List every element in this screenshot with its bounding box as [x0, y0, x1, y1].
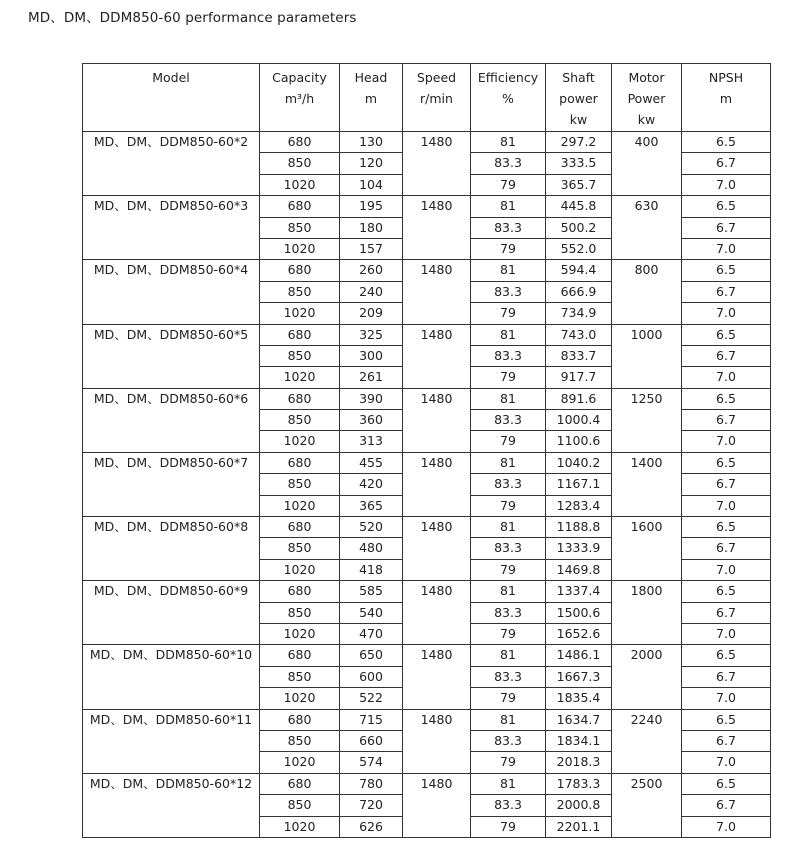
shaft-power-cell: 594.4 [546, 260, 612, 281]
speed-cell: 1480 [403, 709, 471, 773]
npsh-cell: 6.7 [682, 217, 771, 238]
head-cell: 715 [340, 709, 403, 730]
model-cell: MD、DM、DDM850-60*5 [83, 324, 260, 388]
shaft-power-cell: 734.9 [546, 303, 612, 324]
shaft-power-cell: 1337.4 [546, 581, 612, 602]
shaft-power-cell: 1634.7 [546, 709, 612, 730]
efficiency-cell: 81 [471, 388, 546, 409]
header-head: Head m [340, 64, 403, 132]
capacity-cell: 680 [260, 517, 340, 538]
speed-cell: 1480 [403, 517, 471, 581]
efficiency-cell: 79 [471, 431, 546, 452]
motor-power-cell: 1600 [612, 517, 682, 581]
efficiency-cell: 81 [471, 260, 546, 281]
npsh-cell: 6.7 [682, 602, 771, 623]
npsh-cell: 7.0 [682, 752, 771, 773]
header-motor-power: Motor Power kw [612, 64, 682, 132]
shaft-power-cell: 1486.1 [546, 645, 612, 666]
efficiency-cell: 81 [471, 709, 546, 730]
speed-cell: 1480 [403, 132, 471, 196]
efficiency-cell: 83.3 [471, 345, 546, 366]
efficiency-cell: 81 [471, 132, 546, 153]
npsh-cell: 6.7 [682, 345, 771, 366]
npsh-cell: 6.5 [682, 452, 771, 473]
motor-power-cell: 800 [612, 260, 682, 324]
shaft-power-cell: 552.0 [546, 238, 612, 259]
capacity-cell: 1020 [260, 367, 340, 388]
head-cell: 130 [340, 132, 403, 153]
efficiency-cell: 79 [471, 174, 546, 195]
speed-cell: 1480 [403, 324, 471, 388]
npsh-cell: 6.5 [682, 132, 771, 153]
capacity-cell: 680 [260, 452, 340, 473]
shaft-power-cell: 333.5 [546, 153, 612, 174]
efficiency-cell: 83.3 [471, 795, 546, 816]
header-efficiency: Efficiency % [471, 64, 546, 132]
capacity-cell: 680 [260, 645, 340, 666]
efficiency-cell: 81 [471, 581, 546, 602]
capacity-cell: 850 [260, 538, 340, 559]
motor-power-cell: 1400 [612, 452, 682, 516]
speed-cell: 1480 [403, 452, 471, 516]
capacity-cell: 680 [260, 388, 340, 409]
table-row [83, 132, 771, 153]
capacity-cell: 850 [260, 666, 340, 687]
shaft-power-cell: 500.2 [546, 217, 612, 238]
head-cell: 522 [340, 688, 403, 709]
npsh-cell: 7.0 [682, 303, 771, 324]
table-row [83, 196, 771, 217]
head-cell: 660 [340, 730, 403, 751]
motor-power-cell: 2000 [612, 645, 682, 709]
efficiency-cell: 81 [471, 452, 546, 473]
head-cell: 520 [340, 517, 403, 538]
motor-power-cell: 1000 [612, 324, 682, 388]
capacity-cell: 850 [260, 345, 340, 366]
npsh-cell: 7.0 [682, 688, 771, 709]
speed-cell: 1480 [403, 645, 471, 709]
efficiency-cell: 83.3 [471, 153, 546, 174]
model-cell: MD、DM、DDM850-60*4 [83, 260, 260, 324]
head-cell: 325 [340, 324, 403, 345]
head-cell: 240 [340, 281, 403, 302]
model-cell: MD、DM、DDM850-60*8 [83, 517, 260, 581]
capacity-cell: 850 [260, 795, 340, 816]
npsh-cell: 7.0 [682, 623, 771, 644]
shaft-power-cell: 1469.8 [546, 559, 612, 580]
model-cell: MD、DM、DDM850-60*2 [83, 132, 260, 196]
performance-table [82, 63, 771, 838]
npsh-cell: 6.5 [682, 773, 771, 794]
capacity-cell: 850 [260, 602, 340, 623]
npsh-cell: 6.7 [682, 666, 771, 687]
shaft-power-cell: 365.7 [546, 174, 612, 195]
head-cell: 418 [340, 559, 403, 580]
efficiency-cell: 83.3 [471, 666, 546, 687]
efficiency-cell: 81 [471, 773, 546, 794]
capacity-cell: 1020 [260, 688, 340, 709]
head-cell: 585 [340, 581, 403, 602]
efficiency-cell: 83.3 [471, 730, 546, 751]
efficiency-cell: 83.3 [471, 410, 546, 431]
shaft-power-cell: 297.2 [546, 132, 612, 153]
npsh-cell: 6.7 [682, 153, 771, 174]
capacity-cell: 680 [260, 196, 340, 217]
header-shaft-power: Shaft power kw [546, 64, 612, 132]
header-model: Model [83, 64, 260, 132]
npsh-cell: 7.0 [682, 174, 771, 195]
page-title: MD、DM、DDM850-60 performance parameters [28, 10, 357, 26]
table-row [83, 324, 771, 345]
npsh-cell: 6.5 [682, 645, 771, 666]
efficiency-cell: 79 [471, 752, 546, 773]
npsh-cell: 6.5 [682, 581, 771, 602]
capacity-cell: 680 [260, 581, 340, 602]
shaft-power-cell: 1500.6 [546, 602, 612, 623]
head-cell: 780 [340, 773, 403, 794]
capacity-cell: 1020 [260, 623, 340, 644]
shaft-power-cell: 445.8 [546, 196, 612, 217]
model-cell: MD、DM、DDM850-60*12 [83, 773, 260, 837]
speed-cell: 1480 [403, 388, 471, 452]
efficiency-cell: 79 [471, 559, 546, 580]
motor-power-cell: 2500 [612, 773, 682, 837]
capacity-cell: 680 [260, 709, 340, 730]
shaft-power-cell: 2201.1 [546, 816, 612, 837]
table-row [83, 645, 771, 666]
shaft-power-cell: 917.7 [546, 367, 612, 388]
head-cell: 260 [340, 260, 403, 281]
capacity-cell: 1020 [260, 303, 340, 324]
npsh-cell: 7.0 [682, 816, 771, 837]
capacity-cell: 1020 [260, 174, 340, 195]
capacity-cell: 680 [260, 260, 340, 281]
efficiency-cell: 79 [471, 303, 546, 324]
table-row [83, 709, 771, 730]
shaft-power-cell: 1834.1 [546, 730, 612, 751]
capacity-cell: 1020 [260, 816, 340, 837]
motor-power-cell: 1800 [612, 581, 682, 645]
table-row [83, 388, 771, 409]
npsh-cell: 7.0 [682, 431, 771, 452]
npsh-cell: 6.7 [682, 410, 771, 431]
model-cell: MD、DM、DDM850-60*9 [83, 581, 260, 645]
motor-power-cell: 2240 [612, 709, 682, 773]
npsh-cell: 6.7 [682, 281, 771, 302]
capacity-cell: 1020 [260, 238, 340, 259]
efficiency-cell: 83.3 [471, 217, 546, 238]
efficiency-cell: 83.3 [471, 474, 546, 495]
capacity-cell: 1020 [260, 559, 340, 580]
capacity-cell: 680 [260, 773, 340, 794]
shaft-power-cell: 2018.3 [546, 752, 612, 773]
header-npsh: NPSH m [682, 64, 771, 132]
shaft-power-cell: 2000.8 [546, 795, 612, 816]
npsh-cell: 6.5 [682, 196, 771, 217]
speed-cell: 1480 [403, 196, 471, 260]
head-cell: 104 [340, 174, 403, 195]
npsh-cell: 7.0 [682, 559, 771, 580]
efficiency-cell: 81 [471, 645, 546, 666]
npsh-cell: 6.7 [682, 730, 771, 751]
head-cell: 420 [340, 474, 403, 495]
head-cell: 157 [340, 238, 403, 259]
motor-power-cell: 400 [612, 132, 682, 196]
efficiency-cell: 79 [471, 367, 546, 388]
npsh-cell: 6.5 [682, 517, 771, 538]
capacity-cell: 680 [260, 132, 340, 153]
shaft-power-cell: 1188.8 [546, 517, 612, 538]
head-cell: 455 [340, 452, 403, 473]
head-cell: 600 [340, 666, 403, 687]
head-cell: 261 [340, 367, 403, 388]
shaft-power-cell: 1835.4 [546, 688, 612, 709]
head-cell: 120 [340, 153, 403, 174]
shaft-power-cell: 1100.6 [546, 431, 612, 452]
head-cell: 470 [340, 623, 403, 644]
head-cell: 540 [340, 602, 403, 623]
shaft-power-cell: 1167.1 [546, 474, 612, 495]
head-cell: 626 [340, 816, 403, 837]
shaft-power-cell: 891.6 [546, 388, 612, 409]
shaft-power-cell: 1333.9 [546, 538, 612, 559]
table-row [83, 581, 771, 602]
efficiency-cell: 83.3 [471, 602, 546, 623]
npsh-cell: 6.5 [682, 260, 771, 281]
capacity-cell: 850 [260, 217, 340, 238]
npsh-cell: 6.7 [682, 474, 771, 495]
efficiency-cell: 79 [471, 238, 546, 259]
npsh-cell: 6.7 [682, 538, 771, 559]
table-row [83, 517, 771, 538]
shaft-power-cell: 1667.3 [546, 666, 612, 687]
head-cell: 313 [340, 431, 403, 452]
efficiency-cell: 79 [471, 623, 546, 644]
speed-cell: 1480 [403, 581, 471, 645]
head-cell: 180 [340, 217, 403, 238]
model-cell: MD、DM、DDM850-60*3 [83, 196, 260, 260]
shaft-power-cell: 833.7 [546, 345, 612, 366]
model-cell: MD、DM、DDM850-60*7 [83, 452, 260, 516]
model-cell: MD、DM、DDM850-60*11 [83, 709, 260, 773]
shaft-power-cell: 666.9 [546, 281, 612, 302]
capacity-cell: 1020 [260, 495, 340, 516]
header-speed: Speed r/min [403, 64, 471, 132]
table-row [83, 452, 771, 473]
capacity-cell: 850 [260, 281, 340, 302]
model-cell: MD、DM、DDM850-60*6 [83, 388, 260, 452]
efficiency-cell: 81 [471, 517, 546, 538]
table-row [83, 773, 771, 794]
npsh-cell: 6.7 [682, 795, 771, 816]
head-cell: 720 [340, 795, 403, 816]
motor-power-cell: 630 [612, 196, 682, 260]
npsh-cell: 7.0 [682, 238, 771, 259]
efficiency-cell: 81 [471, 324, 546, 345]
capacity-cell: 850 [260, 153, 340, 174]
efficiency-cell: 79 [471, 816, 546, 837]
head-cell: 574 [340, 752, 403, 773]
efficiency-cell: 79 [471, 688, 546, 709]
speed-cell: 1480 [403, 773, 471, 837]
motor-power-cell: 1250 [612, 388, 682, 452]
npsh-cell: 6.5 [682, 709, 771, 730]
header-row [83, 64, 771, 132]
shaft-power-cell: 1783.3 [546, 773, 612, 794]
head-cell: 365 [340, 495, 403, 516]
shaft-power-cell: 1283.4 [546, 495, 612, 516]
efficiency-cell: 83.3 [471, 538, 546, 559]
capacity-cell: 1020 [260, 431, 340, 452]
table-row [83, 260, 771, 281]
speed-cell: 1480 [403, 260, 471, 324]
head-cell: 480 [340, 538, 403, 559]
head-cell: 650 [340, 645, 403, 666]
npsh-cell: 7.0 [682, 495, 771, 516]
capacity-cell: 850 [260, 474, 340, 495]
efficiency-cell: 83.3 [471, 281, 546, 302]
npsh-cell: 6.5 [682, 388, 771, 409]
head-cell: 209 [340, 303, 403, 324]
head-cell: 195 [340, 196, 403, 217]
shaft-power-cell: 1040.2 [546, 452, 612, 473]
npsh-cell: 6.5 [682, 324, 771, 345]
shaft-power-cell: 1652.6 [546, 623, 612, 644]
efficiency-cell: 81 [471, 196, 546, 217]
head-cell: 360 [340, 410, 403, 431]
capacity-cell: 680 [260, 324, 340, 345]
model-cell: MD、DM、DDM850-60*10 [83, 645, 260, 709]
header-capacity: Capacity m³/h [260, 64, 340, 132]
head-cell: 300 [340, 345, 403, 366]
shaft-power-cell: 743.0 [546, 324, 612, 345]
capacity-cell: 1020 [260, 752, 340, 773]
shaft-power-cell: 1000.4 [546, 410, 612, 431]
capacity-cell: 850 [260, 410, 340, 431]
head-cell: 390 [340, 388, 403, 409]
npsh-cell: 7.0 [682, 367, 771, 388]
efficiency-cell: 79 [471, 495, 546, 516]
capacity-cell: 850 [260, 730, 340, 751]
